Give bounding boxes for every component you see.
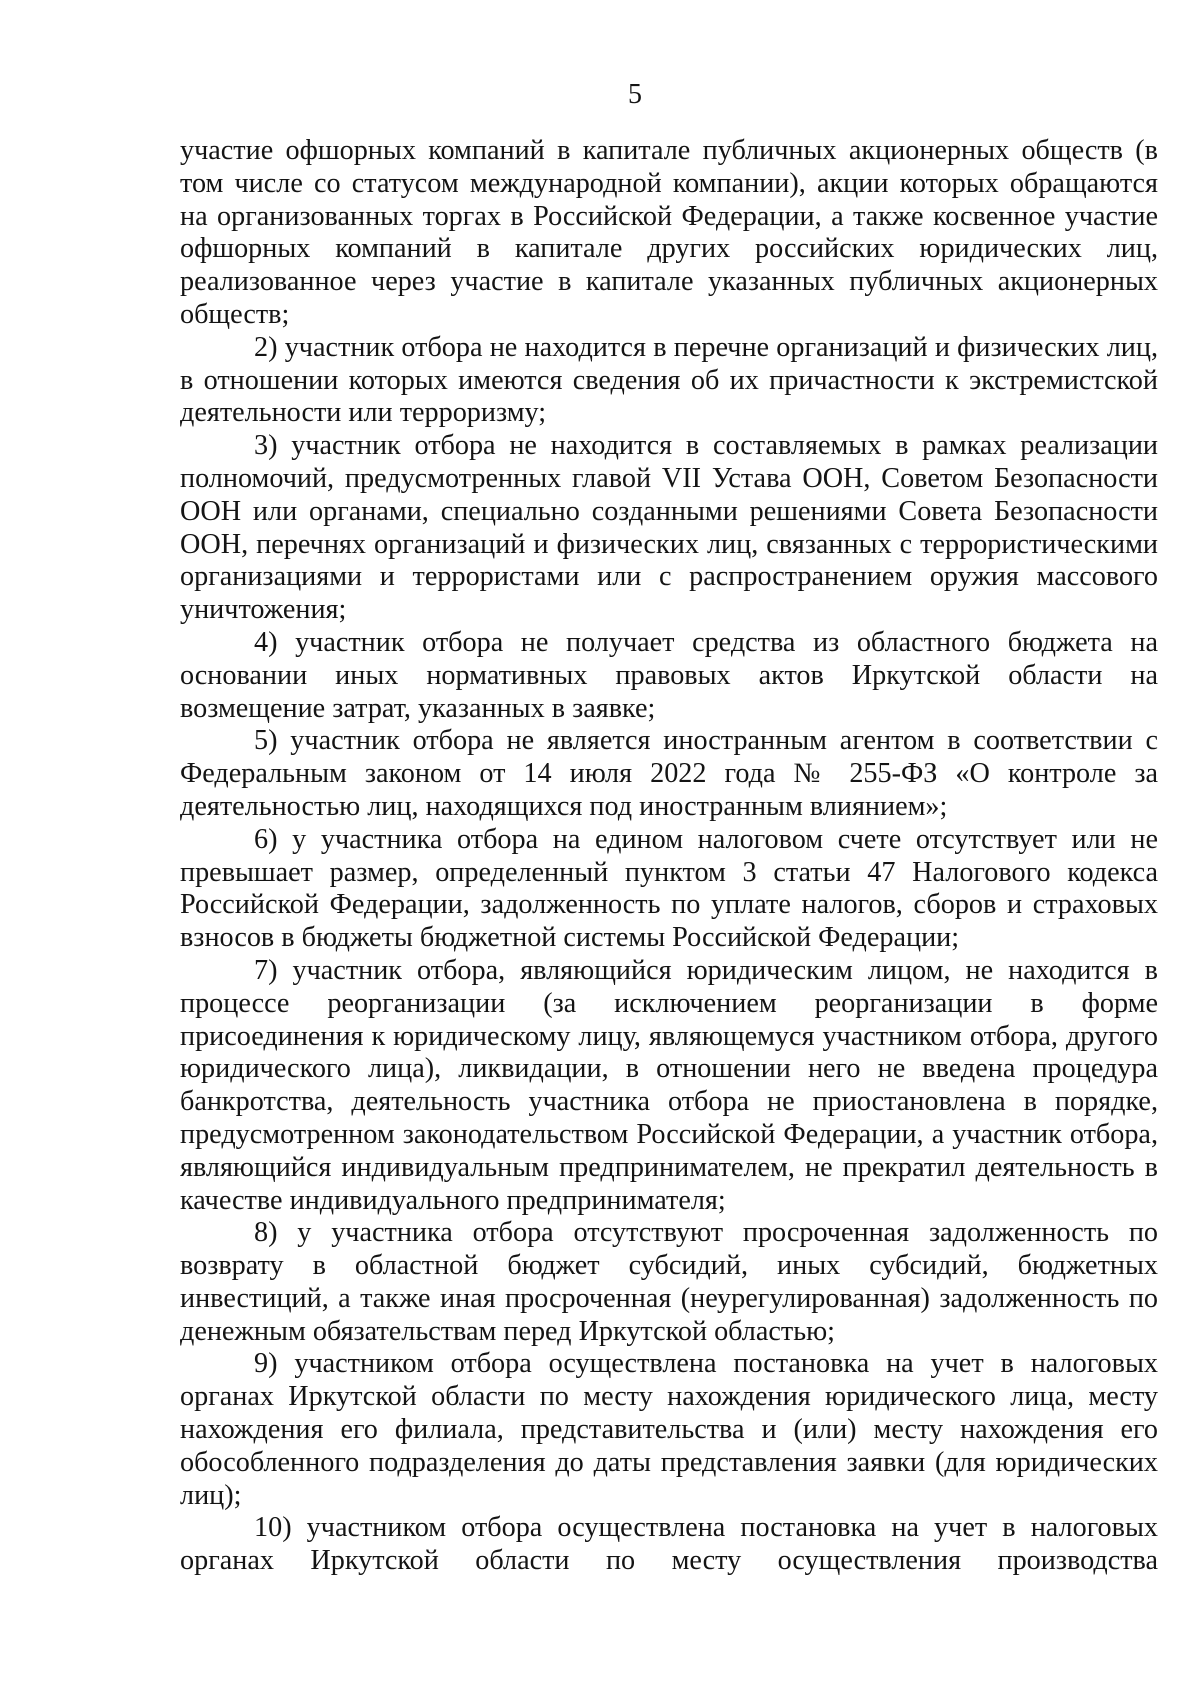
paragraph-item-4: 4) участник отбора не получает средства из областного бюджета на основании иных нормативных правовых актов Иркутской области на возмещение затрат, указанных в заявке;: [180, 626, 1158, 724]
paragraph-item-2: 2) участник отбора не находится в перечне организаций и физических лиц, в отношении которых имеются сведения об их причастности к экстремистской деятельности или терроризму;: [180, 331, 1158, 429]
page-number: 5: [628, 79, 642, 110]
paragraph-item-3: 3) участник отбора не находится в составляемых в рамках реализации полномочий, предусмотренных главой VII Устава ООН, Советом Безопасности ООН или органами, специально созданными решениями Совета Безопасности ООН, перечнях организаций и физических лиц, связанных с террористическими организациями и террористами или с распространением оружия массового уничтожения;: [180, 430, 1158, 626]
paragraph-item-8: 8) у участника отбора отсутствуют просроченная задолженность по возврату в областной бюджет субсидий, иных субсидий, бюджетных инвестиций, а также иная просроченная (неурегулированная) задолженность по денежным обязательствам перед Иркутской областью;: [180, 1217, 1158, 1347]
paragraph-item-7: 7) участник отбора, являющийся юридическим лицом, не находится в процессе реорганизации (за исключением реорганизации в форме присоединения к юридическому лицу, являющемуся участником отбора, другого юридического лица), ликвидации, в отношении него не введена процедура банкротства, деятельность участника отбора не приостановлена в порядке, предусмотренном законодательством Российской Федерации, а участник отбора, являющийся индивидуальным предпринимателем, не прекратил деятельность в качестве индивидуального предпринимателя;: [180, 954, 1158, 1216]
document-body: [180, 135, 1158, 1578]
paragraph-item-6: 6) у участника отбора на едином налоговом счете отсутствует или не превышает размер, определенный пунктом 3 статьи 47 Налогового кодекса Российской Федерации, задолженность по уплате налогов, сборов и страховых взносов в бюджеты бюджетной системы Российской Федерации;: [180, 823, 1158, 954]
paragraph-continuation: участие офшорных компаний в капитале публичных акционерных обществ (в том числе со статусом международной компании), акции которых обращаются на организованных торгах в Российской Федерации, а также косвенное участие офшорных компаний в капитале других российских юридических лиц, реализованное через участие в капитале указанных публичных акционерных обществ;: [180, 135, 1158, 330]
paragraph-item-10: 10) участником отбора осуществлена постановка на учет в налоговых органах Иркутской области по месту осуществления производства: [180, 1512, 1158, 1577]
paragraph-item-9: 9) участником отбора осуществлена постановка на учет в налоговых органах Иркутской области по месту нахождения юридического лица, месту нахождения его филиала, представительства и (или) месту нахождения его обособленного подразделения до даты представления заявки (для юридических лиц);: [180, 1348, 1158, 1511]
paragraph-item-5: 5) участник отбора не является иностранным агентом в соответствии с Федеральным законом от 14 июля 2022 года № 255-ФЗ «О контроле за деятельностью лиц, находящихся под иностранным влиянием»;: [180, 725, 1158, 822]
